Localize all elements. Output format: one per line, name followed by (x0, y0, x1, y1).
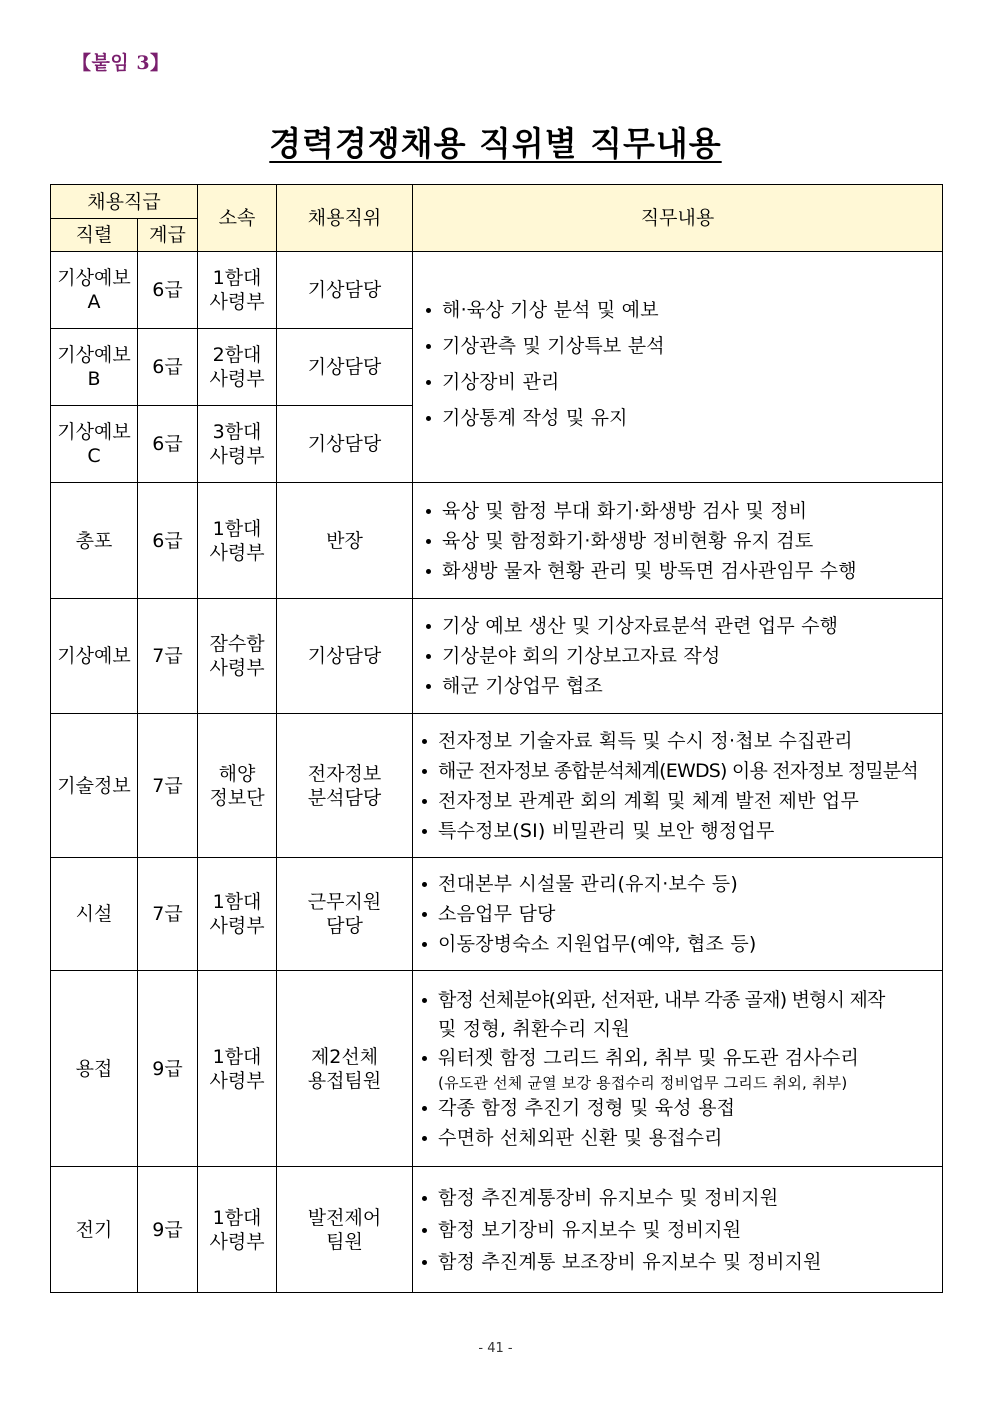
table-row (51, 599, 943, 714)
affiliation-cell: 1함대 사령부 (198, 252, 277, 329)
table-row (51, 1167, 943, 1293)
duty-item: 기상관측 및 기상특보 분석 (423, 328, 942, 364)
attachment-label: 【붙임 3】 (72, 52, 170, 74)
duty-cell-gunnery (413, 483, 943, 599)
header-grade: 계급 (138, 219, 198, 252)
duty-item: 이동장병숙소 지원업무(예약, 협조 등) (419, 929, 942, 959)
duty-item: 기상통계 작성 및 유지 (423, 400, 942, 436)
position-cell: 기상담당 (277, 406, 413, 483)
affiliation-cell: 1함대 사령부 (198, 858, 277, 971)
series-cell: 시설 (51, 858, 138, 971)
series-cell: 기상예보 C (51, 406, 138, 483)
header-series: 직렬 (51, 219, 138, 252)
duty-item: 기상 예보 생산 및 기상자료분석 관련 업무 수행 (423, 611, 942, 641)
header-position: 채용직위 (277, 185, 413, 252)
duty-cell-electric (413, 1167, 943, 1293)
duty-item-note: (유도관 선체 균열 보강 용접수리 정비업무 그리드 취외, 취부) (438, 1073, 848, 1092)
affiliation-cell: 1함대 사령부 (198, 971, 277, 1167)
job-duties-table (50, 184, 943, 1293)
table-row (51, 483, 943, 599)
duty-cell-weather-sub (413, 599, 943, 714)
affiliation-cell: 1함대 사령부 (198, 483, 277, 599)
series-cell: 기상예보 A (51, 252, 138, 329)
series-cell: 기상예보 (51, 599, 138, 714)
duty-cell-welding (413, 971, 943, 1167)
position-cell: 기상담당 (277, 599, 413, 714)
header-duties: 직무내용 (413, 185, 943, 252)
table-row (51, 714, 943, 858)
duty-item: 기상분야 회의 기상보고자료 작성 (423, 641, 942, 671)
duty-item: 육상 및 함정 부대 화기·화생방 검사 및 정비 (423, 496, 942, 526)
grade-cell: 6급 (138, 483, 198, 599)
affiliation-cell: 잠수함 사령부 (198, 599, 277, 714)
duty-cell-weather (413, 252, 943, 483)
duty-item: 전대본부 시설물 관리(유지·보수 등) (419, 869, 942, 899)
duty-item: 수면하 선체외판 신환 및 용접수리 (419, 1123, 942, 1153)
duty-item: 각종 함정 추진기 정형 및 육성 용접 (419, 1093, 942, 1123)
duty-item-text: 함정 선체분야(외판, 선저판, 내부 각종 골재) 변형시 제작 (438, 988, 885, 1011)
header-grade-group: 채용직급 (51, 185, 198, 219)
grade-cell: 7급 (138, 714, 198, 858)
duty-item: 화생방 물자 현황 관리 및 방독면 검사관임무 수행 (423, 556, 942, 586)
position-cell: 전자정보 분석담당 (277, 714, 413, 858)
duty-item: 특수정보(SI) 비밀관리 및 보안 행정업무 (419, 816, 942, 846)
duty-item-text: 워터젯 함정 그리드 취외, 취부 및 유도관 검사수리 (438, 1046, 860, 1069)
duty-cell-facility (413, 858, 943, 971)
grade-cell: 6급 (138, 252, 198, 329)
position-cell: 근무지원 담당 (277, 858, 413, 971)
series-cell: 기상예보 B (51, 329, 138, 406)
position-cell: 발전제어 팀원 (277, 1167, 413, 1293)
grade-cell: 7급 (138, 858, 198, 971)
header-affiliation: 소속 (198, 185, 277, 252)
duty-item: 해·육상 기상 분석 및 예보 (423, 292, 942, 328)
duty-item: 전자정보 기술자료 획득 및 수시 정·첩보 수집관리 (419, 726, 942, 756)
duty-item: 함정 보기장비 유지보수 및 정비지원 (419, 1214, 942, 1246)
series-cell: 용접 (51, 971, 138, 1167)
grade-cell: 7급 (138, 599, 198, 714)
header-row (51, 185, 943, 219)
duty-item (419, 985, 942, 1043)
grade-cell: 9급 (138, 971, 198, 1167)
series-cell: 총포 (51, 483, 138, 599)
page-title: 경력경쟁채용 직위별 직무내용 (269, 124, 722, 163)
position-cell: 기상담당 (277, 252, 413, 329)
table-row (51, 858, 943, 971)
table-row (51, 971, 943, 1167)
position-cell: 기상담당 (277, 329, 413, 406)
affiliation-cell: 3함대 사령부 (198, 406, 277, 483)
grade-cell: 6급 (138, 406, 198, 483)
duty-item: 함정 추진계통 보조장비 유지보수 및 정비지원 (419, 1246, 942, 1278)
duty-item: 함정 추진계통장비 유지보수 및 정비지원 (419, 1182, 942, 1214)
duty-item-continuation: 및 정형, 취환수리 지원 (438, 1017, 630, 1040)
duty-item (419, 1043, 942, 1093)
duty-item: 해군 기상업무 협조 (423, 671, 942, 701)
affiliation-cell: 해양 정보단 (198, 714, 277, 858)
grade-cell: 9급 (138, 1167, 198, 1293)
series-cell: 전기 (51, 1167, 138, 1293)
table-row (51, 252, 943, 329)
position-cell: 제2선체 용접팀원 (277, 971, 413, 1167)
series-cell: 기술정보 (51, 714, 138, 858)
duty-item: 육상 및 함정화기·화생방 정비현황 유지 검토 (423, 526, 942, 556)
page-number: - 41 - (478, 1341, 513, 1356)
affiliation-cell: 2함대 사령부 (198, 329, 277, 406)
duty-cell-tech-intel (413, 714, 943, 858)
duty-item: 전자정보 관계관 회의 계획 및 체계 발전 제반 업무 (419, 786, 942, 816)
position-cell: 반장 (277, 483, 413, 599)
grade-cell: 6급 (138, 329, 198, 406)
duty-item: 기상장비 관리 (423, 364, 942, 400)
duty-item: 해군 전자정보 종합분석체계(EWDS) 이용 전자정보 정밀분석 (419, 756, 942, 786)
duty-item: 소음업무 담당 (419, 899, 942, 929)
affiliation-cell: 1함대 사령부 (198, 1167, 277, 1293)
